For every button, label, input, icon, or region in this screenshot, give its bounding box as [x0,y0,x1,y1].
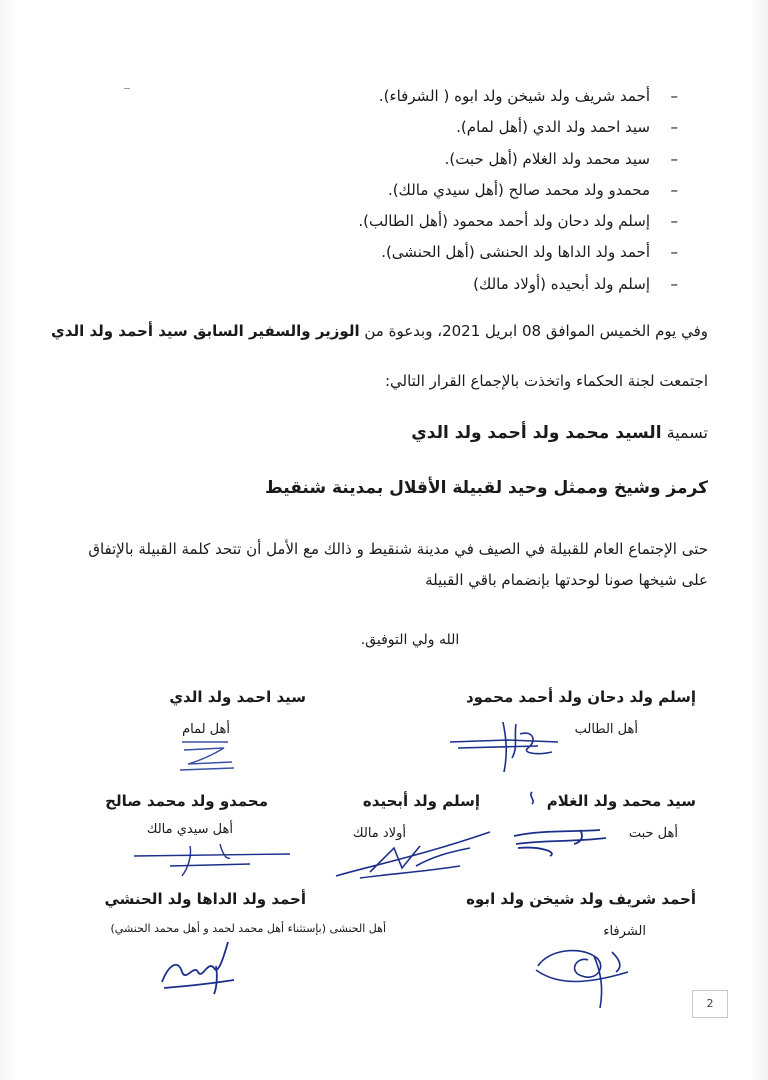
role-paragraph: كرمز وشيخ وممثل وحيد لقبيلة الأقلال بمدينة شنقيط [265,478,708,498]
list-dash: – [670,212,678,231]
member-text: سيد محمد ولد الغلام (أهل حبت). [444,149,650,168]
signature-mark-ahmed-daha [158,936,238,996]
member-text: إسلم ولد أبحيده (أولاد مالك) [473,274,650,293]
meeting-host: الوزير والسفير السابق سيد أحمد ولد الدي [51,322,360,340]
list-dash: – [670,87,678,105]
signatory-family-aslam-dahhan: أهل الطالب [574,722,638,737]
meeting-paragraph [51,322,708,340]
signature-mark-mohamdou [130,836,300,880]
signatory-family-ahmed-daha: أهل الحنشى (بإستثناء أهل محمد لحمد و أهل محمد الحنشي) [110,922,386,935]
list-item [78,209,678,240]
signature-mark-sid-mohamed [510,786,620,862]
signatory-family-ahmed-sharif: الشرفاء [603,924,646,939]
signatory-name-sid-ahmed: سيد احمد ولد الدي [169,688,306,706]
named-sheikh: السيد محمد ولد أحمد ولد الدي [411,423,662,443]
signatory-name-ahmed-sharif: أحمد شريف ولد شيخن ولد ابوه [466,890,696,908]
members-list [78,84,678,303]
signatory-family-sid-ahmed: أهل لمام [182,722,230,737]
member-text: إسلم ولد دحان ولد أحمد محمود (أهل الطالب). [358,212,650,231]
list-dash: – [670,274,678,293]
signatory-name-ahmed-daha: أحمد ولد الداها ولد الحنشي [104,890,306,908]
closing-line: الله ولي التوفيق. [360,632,460,648]
list-item [78,115,678,146]
signatory-name-sid-mohamed: سيد محمد ولد الغلام [546,792,696,810]
list-dash: – [670,149,678,168]
list-dash: – [670,243,678,262]
until-line-2: على شيخها صونا لوحدتها بإنضمام باقي القبيلة [425,571,708,589]
list-item [78,272,678,303]
signature-mark-aslam-dahhan [448,712,568,777]
signatory-family-sid-mohamed: أهل حبت [628,826,678,841]
signature-mark-sid-ahmed [174,738,244,774]
list-dash: – [670,118,678,137]
list-item [78,178,678,209]
member-text: سيد احمد ولد الدي (أهل لمام). [456,118,650,137]
signature-mark-ahmed-sharif [528,936,638,1012]
signature-mark-aslam-abhaydah [330,826,500,882]
signatory-name-aslam-abhaydah: إسلم ولد أبحيده [362,792,480,810]
signatory-name-mohamdou: محمدو ولد محمد صالح [105,792,268,810]
list-item [78,240,678,271]
page-number: 2 [692,990,728,1018]
naming-prefix: تسمية [661,423,708,442]
naming-paragraph [411,423,708,443]
assembled-paragraph: اجتمعت لجنة الحكماء واتخذت بالإجماع القرار التالي: [384,372,708,390]
signatory-family-aslam-abhaydah: أولاد مالك [352,826,406,841]
member-text: محمدو ولد محمد صالح (أهل سيدي مالك). [387,180,650,199]
until-line-1: حتى الإجتماع العام للقبيلة في الصيف في مدينة شنقيط و ذالك مع الأمل أن تتحد كلمة القبيلة بالإتفاق [88,540,708,558]
list-item [78,147,678,178]
signatory-name-aslam-dahhan: إسلم ولد دحان ولد أحمد محمود [465,688,696,706]
list-item [78,84,678,115]
member-text: أحمد شريف ولد شيخن ولد ابوه ( الشرفاء). [378,87,650,105]
signatory-family-mohamdou: أهل سيدي مالك [146,822,233,837]
member-text: أحمد ولد الداها ولد الحنشى (أهل الحنشى). [381,243,650,262]
list-dash: – [670,180,678,199]
meeting-prefix: وفي يوم الخميس الموافق 08 ابريل 2021، وبدعوة من [359,322,708,340]
